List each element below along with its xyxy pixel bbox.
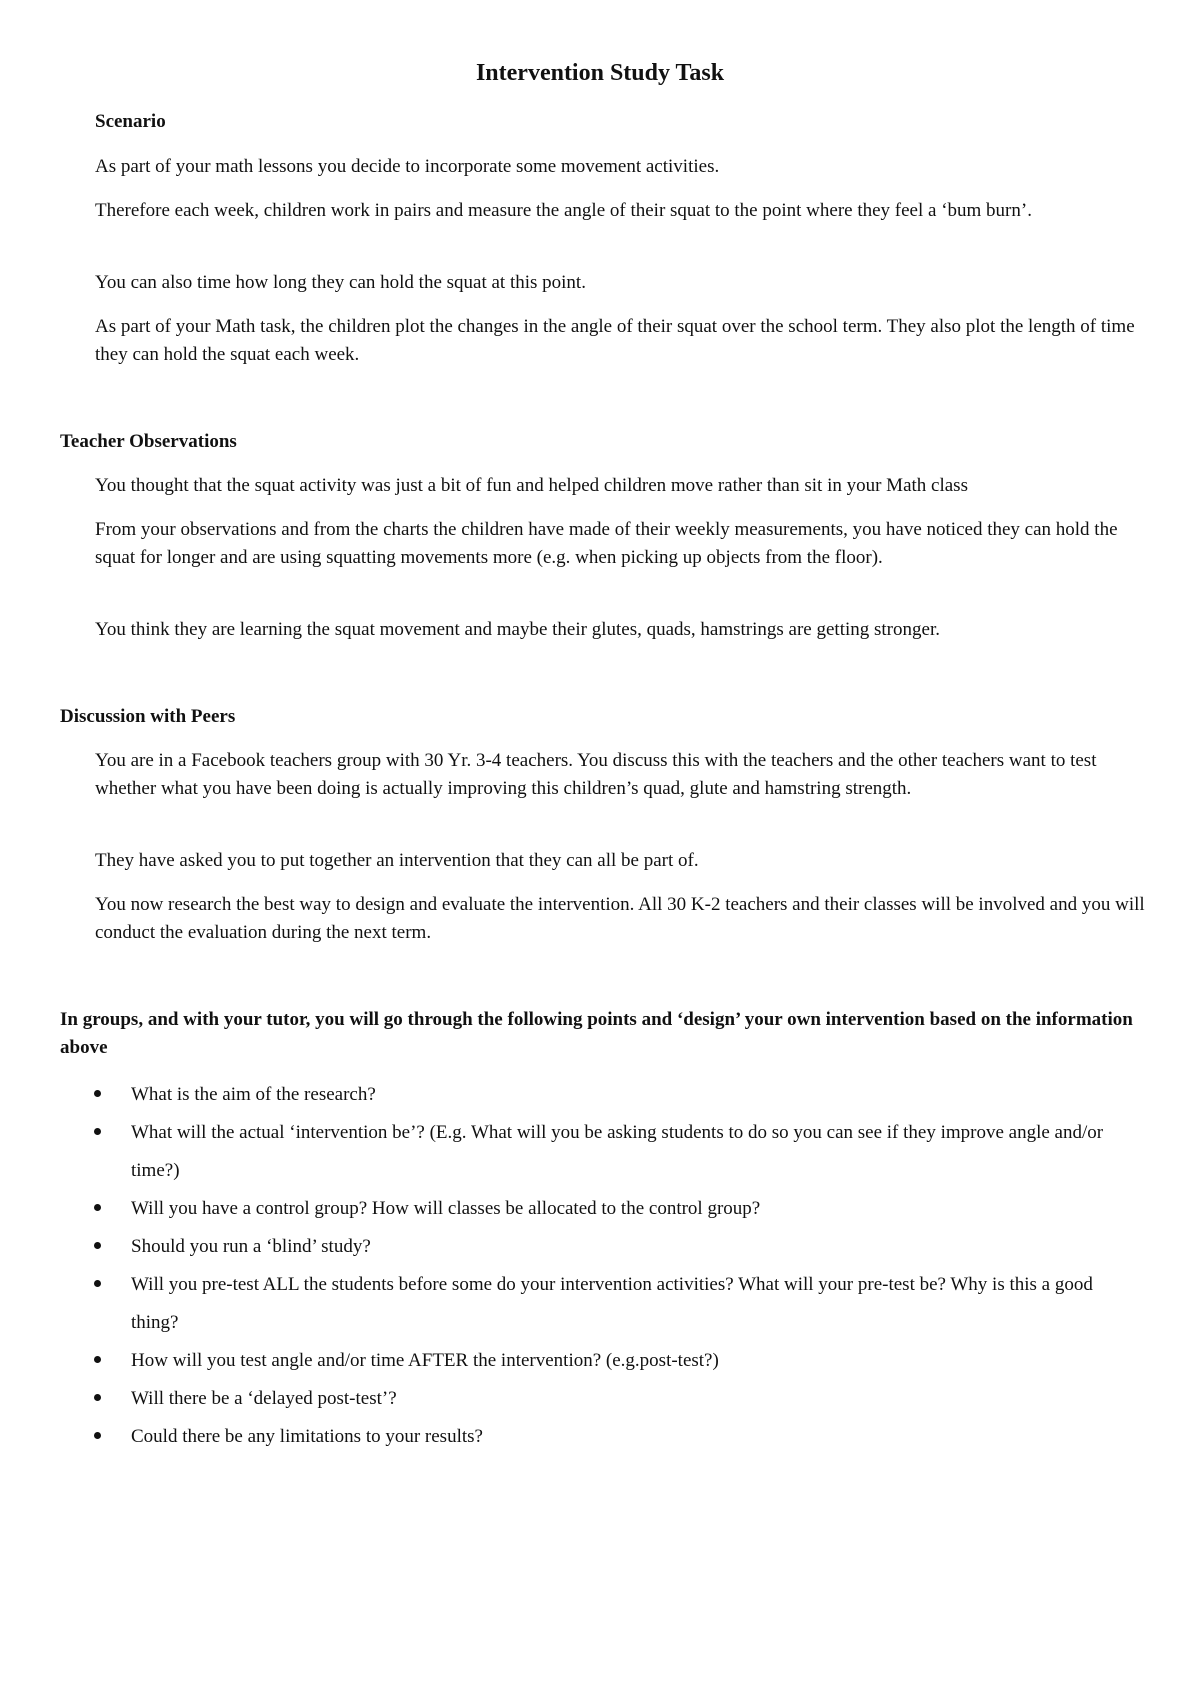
list-item: [94, 1380, 1144, 1418]
page-title: Intervention Study Task: [475, 60, 725, 86]
scenario-heading: Scenario: [95, 111, 166, 132]
list-item-text: What will the actual ‘intervention be’? (E.g. What will you be asking students to do so you can see if they improve angle and/or time?): [131, 1122, 1104, 1181]
bullet-icon: [94, 1280, 101, 1287]
bullet-icon: [94, 1242, 101, 1249]
list-item-text: Should you run a ‘blind’ study?: [131, 1236, 371, 1257]
teacher-observations-heading: Teacher Observations: [60, 431, 237, 452]
list-item: [94, 1266, 1144, 1342]
observation-paragraph: From your observations and from the charts the children have made of their weekly measurements, you have noticed they can hold the squat for longer and are using squatting movements more (e.g. when picking up objects from the floor).: [95, 519, 1118, 568]
discussion-heading: Discussion with Peers: [60, 706, 236, 727]
list-item-text: Could there be any limitations to your results?: [131, 1426, 483, 1447]
bullet-icon: [94, 1432, 101, 1439]
scenario-paragraph: As part of your Math task, the children plot the changes in the angle of their squat over the school term. They also plot the length of time they can hold the squat each week.: [95, 316, 1135, 365]
list-item-text: Will there be a ‘delayed post-test’?: [131, 1388, 397, 1409]
list-item: [94, 1228, 1144, 1266]
discussion-paragraph: You are in a Facebook teachers group with 30 Yr. 3-4 teachers. You discuss this with the teachers and the other teachers want to test whether what you have been doing is actually improving this children’s quad, glute and hamstring strength.: [95, 750, 1097, 799]
scenario-paragraph: Therefore each week, children work in pairs and measure the angle of their squat to the point where they feel a ‘bum burn’.: [95, 200, 1032, 221]
discussion-paragraph: You now research the best way to design and evaluate the intervention. All 30 K-2 teachers and their classes will be involved and you will conduct the evaluation during the next term.: [95, 894, 1145, 943]
list-item-text: How will you test angle and/or time AFTER the intervention? (e.g.post-test?): [131, 1350, 719, 1371]
bullet-icon: [94, 1090, 101, 1097]
observation-paragraph: You thought that the squat activity was just a bit of fun and helped children move rather than sit in your Math class: [95, 475, 968, 496]
bullet-icon: [94, 1394, 101, 1401]
list-item: [94, 1190, 1144, 1228]
discussion-points-list: [94, 1076, 1144, 1456]
list-item: [94, 1114, 1144, 1190]
observation-paragraph: You think they are learning the squat movement and maybe their glutes, quads, hamstrings are getting stronger.: [95, 619, 940, 640]
list-item: [94, 1076, 1144, 1114]
discussion-paragraph: They have asked you to put together an intervention that they can all be part of.: [95, 850, 699, 871]
scenario-paragraph: You can also time how long they can hold the squat at this point.: [95, 272, 586, 293]
bullet-icon: [94, 1204, 101, 1211]
groups-heading: In groups, and with your tutor, you will go through the following points and ‘design’ your own intervention based on the information above: [60, 1009, 1133, 1058]
scenario-paragraph: As part of your math lessons you decide to incorporate some movement activities.: [95, 156, 720, 177]
list-item-text: What is the aim of the research?: [131, 1084, 376, 1105]
list-item-text: Will you have a control group? How will classes be allocated to the control group?: [131, 1198, 761, 1219]
list-item-text: Will you pre-test ALL the students before some do your intervention activities? What will your pre-test be? Why is this a good thing?: [131, 1274, 1093, 1333]
bullet-icon: [94, 1128, 101, 1135]
bullet-icon: [94, 1356, 101, 1363]
list-item: [94, 1418, 1144, 1456]
list-item: [94, 1342, 1144, 1380]
